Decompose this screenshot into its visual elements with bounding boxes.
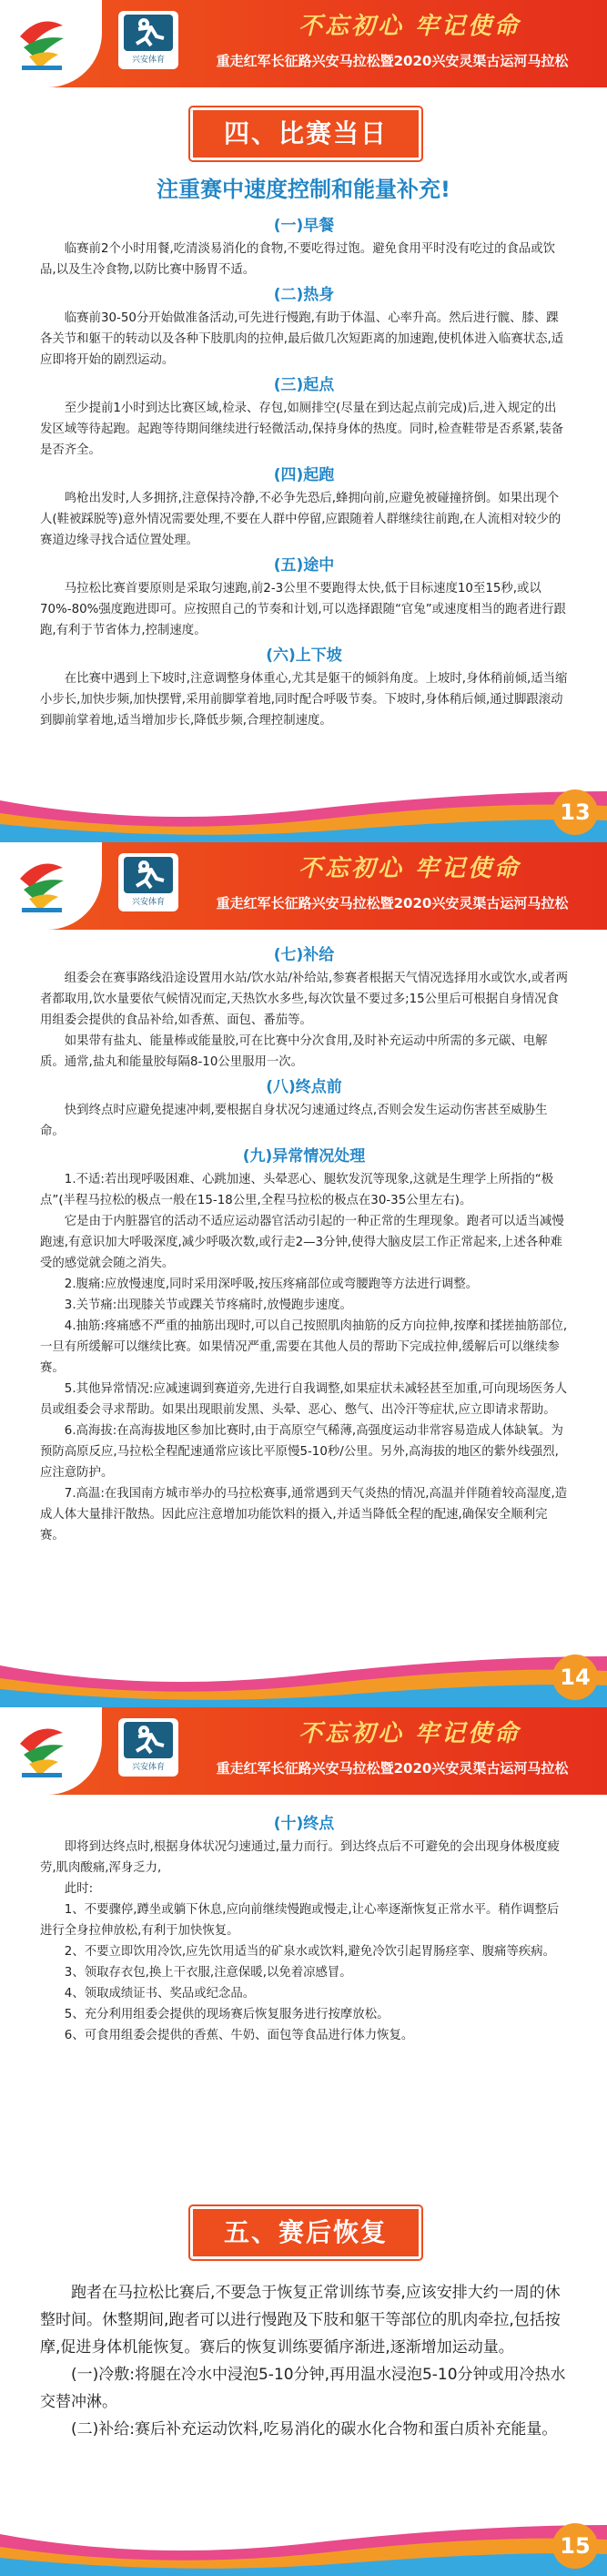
paragraph: 3、领取存衣包,换上干衣服,注意保暖,以免着凉感冒。 bbox=[64, 1966, 352, 1980]
block-heading: (五)途中 bbox=[273, 556, 335, 575]
header-slogan: 不忘初心 牢记使命 bbox=[298, 13, 521, 40]
paragraph: (一)冷敷:将腿在冷水中浸泡5-10分钟,再用温水浸泡5-10分钟或用冷热水交替冲淋。 bbox=[40, 2366, 566, 2411]
paragraph: 跑者在马拉松比赛后,不要急于恢复正常训练节奏,应该安排大约一周的休整时间。休整期间,跑者可以进行慢跑及下肢和躯干等部位的肌肉牵拉,包括按摩,促进身体机能恢复。赛后的恢复训练要循序渐进,逐渐增加运动量。 bbox=[40, 2284, 561, 2357]
paragraph: 5.其他异常情况:应减速调到赛道旁,先进行自我调整,如果症状未减轻甚至加重,可向现场医务人员或组委会寻求帮助。如果出现眼前发黑、头晕、恶心、憋气、出冷汗等症状,应立即请求帮助。 bbox=[40, 1382, 568, 1417]
paragraph: 至少提前1小时到达比赛区域,检录、存包,如厕排空(尽量在到达起点前完成)后,进入规定的出发区域等待起跑。起跑等待期间继续进行轻微活动,保持身体的热度。同时,检查鞋带是否系紧,装备是否齐全。 bbox=[40, 402, 564, 457]
section-title: 四、比赛当日 bbox=[190, 107, 421, 160]
paragraph: 临赛前30-50分开始做准备活动,可先进行慢跑,有助于体温、心率升高。然后进行髋、膝、踝各关节和躯干的转动以及各种下肢肌肉的拉伸,最后做几次短距离的加速跑,使机体进入临赛状态,适应即将开始的剧烈运动。 bbox=[40, 311, 564, 367]
page-number-badge: 14 bbox=[552, 1655, 598, 1700]
paragraph: 此时: bbox=[64, 1882, 94, 1896]
footer-wave bbox=[0, 782, 607, 842]
org-logo bbox=[118, 1718, 178, 1777]
page-header bbox=[0, 842, 607, 930]
footer-wave bbox=[0, 2516, 607, 2576]
block-heading: (四)起跑 bbox=[273, 466, 335, 484]
org-logo bbox=[118, 853, 178, 911]
org-logo bbox=[118, 11, 178, 69]
block-heading: (一)早餐 bbox=[273, 217, 335, 235]
page-14-content bbox=[40, 941, 568, 1546]
page-13-content bbox=[40, 211, 568, 731]
page-number-badge: 13 bbox=[552, 789, 598, 835]
paragraph: 4.抽筋:疼痛感不严重的抽筋出现时,可以自己按照肌肉抽筋的反方向拉伸,按摩和揉搓抽筋部位,一旦有所缓解可以继续比赛。如果情况严重,需要在其他人员的帮助下完成拉伸,缓解后可以继续参赛。 bbox=[40, 1319, 568, 1375]
header-slogan: 不忘初心 牢记使命 bbox=[298, 855, 521, 882]
page-number-badge: 15 bbox=[552, 2523, 598, 2569]
page-13 bbox=[0, 0, 607, 842]
block-heading: (九)异常情况处理 bbox=[242, 1147, 366, 1166]
paragraph: 如果带有盐丸、能量棒或能量胶,可在比赛中分次食用,及时补充运动中所需的多元碳、电解质。通常,盐丸和能量胶每隔8-10公里服用一次。 bbox=[40, 1034, 548, 1069]
block-heading: (二)热身 bbox=[273, 286, 335, 304]
section-title: 五、赛后恢复 bbox=[190, 2206, 421, 2259]
org-logo-caption: 兴安体育 bbox=[131, 1763, 165, 1772]
race-name: 重走红军长征路兴安马拉松暨2020兴安灵渠古运河马拉松 bbox=[216, 895, 569, 911]
paragraph: 鸣枪出发时,人多拥挤,注意保持冷静,不必争先恐后,蜂拥向前,应避免被碰撞挤倒。如果出现个人(鞋被踩脱等)意外情况需要处理,不要在人群中停留,应跟随着人群继续往前跑,在人流相对较少的赛道边缘寻找合适位置处理。 bbox=[40, 492, 561, 547]
page-14 bbox=[0, 842, 607, 1707]
paragraph: 3.关节痛:出现膝关节或踝关节疼痛时,放慢跑步速度。 bbox=[64, 1298, 352, 1312]
paragraph: 1、不要骤停,蹲坐或躺下休息,应向前继续慢跑或慢走,让心率逐渐恢复正常水平。稍作调整后进行全身拉伸放松,有利于加快恢复。 bbox=[40, 1903, 560, 1938]
paragraph: 2.腹痛:应放慢速度,同时采用深呼吸,按压疼痛部位或弯腰跑等方法进行调整。 bbox=[64, 1278, 479, 1291]
race-name: 重走红军长征路兴安马拉松暨2020兴安灵渠古运河马拉松 bbox=[216, 1760, 569, 1777]
paragraph: 组委会在赛事路线沿途设置用水站/饮水站/补给站,参赛者根据天气情况选择用水或饮水,或者两者都取用,饮水量要依气候情况而定,天热饮水多些,每次饮量不要过多;15公里后可根据自身情况食用组委会提供的食品补给,如香蕉、面包、番茄等。 bbox=[40, 972, 568, 1027]
event-logo-icon bbox=[13, 1716, 69, 1780]
race-name: 重走红军长征路兴安马拉松暨2020兴安灵渠古运河马拉松 bbox=[216, 53, 569, 69]
block-heading: (七)补给 bbox=[273, 946, 335, 964]
page-15-content bbox=[40, 1809, 568, 2046]
paragraph: 快到终点时应避免提速冲刺,要根据自身状况匀速通过终点,否则会发生运动伤害甚至威胁生命。 bbox=[40, 1104, 548, 1138]
block-heading: (六)上下坡 bbox=[266, 647, 342, 665]
paragraph: 6、可食用组委会提供的香蕉、牛奶、面包等食品进行体力恢复。 bbox=[64, 2029, 414, 2042]
paragraph: 即将到达终点时,根据身体状况匀速通过,量力而行。到达终点后不可避免的会出现身体极度疲劳,肌肉酸痛,浑身乏力, bbox=[40, 1840, 560, 1875]
event-logo-icon bbox=[13, 9, 69, 73]
paragraph: 6.高海拔:在高海拔地区参加比赛时,由于高原空气稀薄,高强度运动非常容易造成人体缺氧。为预防高原反应,马拉松全程配速通常应该比平原慢5-10秒/公里。另外,高海拔的地区的紫外线强烈,应注意防护。 bbox=[40, 1424, 563, 1480]
paragraph: 4、领取成绩证书、奖品或纪念品。 bbox=[64, 1987, 256, 2001]
page-15 bbox=[0, 1707, 607, 2576]
paragraph: 在比赛中遇到上下坡时,注意调整身体重心,尤其是躯干的倾斜角度。上坡时,身体稍前倾,适当缩小步长,加快步频,加快摆臂,采用前脚掌着地,同时配合呼吸节奏。下坡时,身体稍后倾,通过脚跟滚动到脚前掌着地,适当增加步长,降低步频,合理控制速度。 bbox=[40, 672, 568, 728]
recovery-content bbox=[40, 2279, 568, 2443]
page-header bbox=[0, 1707, 607, 1795]
page-header bbox=[0, 0, 607, 87]
block-heading: (十)终点 bbox=[273, 1815, 335, 1833]
org-logo-caption: 兴安体育 bbox=[131, 898, 165, 907]
paragraph: 临赛前2个小时用餐,吃清淡易消化的食物,不要吃得过饱。避免食用平时没有吃过的食品或饮品,以及生冷食物,以防比赛中肠胃不适。 bbox=[40, 242, 556, 277]
header-slogan: 不忘初心 牢记使命 bbox=[298, 1720, 521, 1747]
paragraph: 7.高温:在我国南方城市举办的马拉松赛事,通常遇到天气炎热的情况,高温并伴随着较高湿度,造成人体大量排汗散热。因此应注意增加功能饮料的摄入,并适当降低全程的配速,确保安全顺利完赛。 bbox=[40, 1487, 568, 1543]
paragraph: 2、不要立即饮用冷饮,应先饮用适当的矿泉水或饮料,避免冷饮引起胃肠痉挛、腹痛等疾病。 bbox=[64, 1945, 556, 1959]
paragraph: 1.不适:若出现呼吸困难、心跳加速、头晕恶心、腿软发沉等现象,这就是生理学上所指的“极点”(半程马拉松的极点一般在15-18公里,全程马拉松的极点在30-35公里左右)。 bbox=[40, 1173, 554, 1207]
paragraph: 它是由于内脏器官的活动不适应运动器官活动引起的一种正常的生理现象。跑者可以适当减慢跑速,有意识加大呼吸深度,减少呼吸次数,或行走2—3分钟,使得大脑皮层工作正常起来,上述各种难受的感觉就会随之消失。 bbox=[40, 1215, 564, 1270]
event-logo-icon bbox=[13, 851, 69, 915]
block-heading: (八)终点前 bbox=[266, 1078, 342, 1096]
paragraph: 马拉松比赛首要原则是采取匀速跑,前2-3公里不要跑得太快,低于目标速度10至15秒,或以70%-80%强度跑进即可。应按照自己的节奏和计划,可以选择跟随“官兔”或速度相当的跑者进行跟跑,有利于节省体力,控制速度。 bbox=[40, 582, 566, 637]
footer-wave bbox=[0, 1647, 607, 1707]
block-heading: (三)起点 bbox=[273, 376, 335, 394]
paragraph: (二)补给:赛后补充运动饮料,吃易消化的碳水化合物和蛋白质补充能量。 bbox=[71, 2420, 558, 2439]
paragraph: 5、充分利用组委会提供的现场赛后恢复服务进行按摩放松。 bbox=[64, 2008, 389, 2021]
section-subtitle: 注重赛中速度控制和能量补充! bbox=[157, 177, 450, 202]
org-logo-caption: 兴安体育 bbox=[131, 56, 165, 65]
